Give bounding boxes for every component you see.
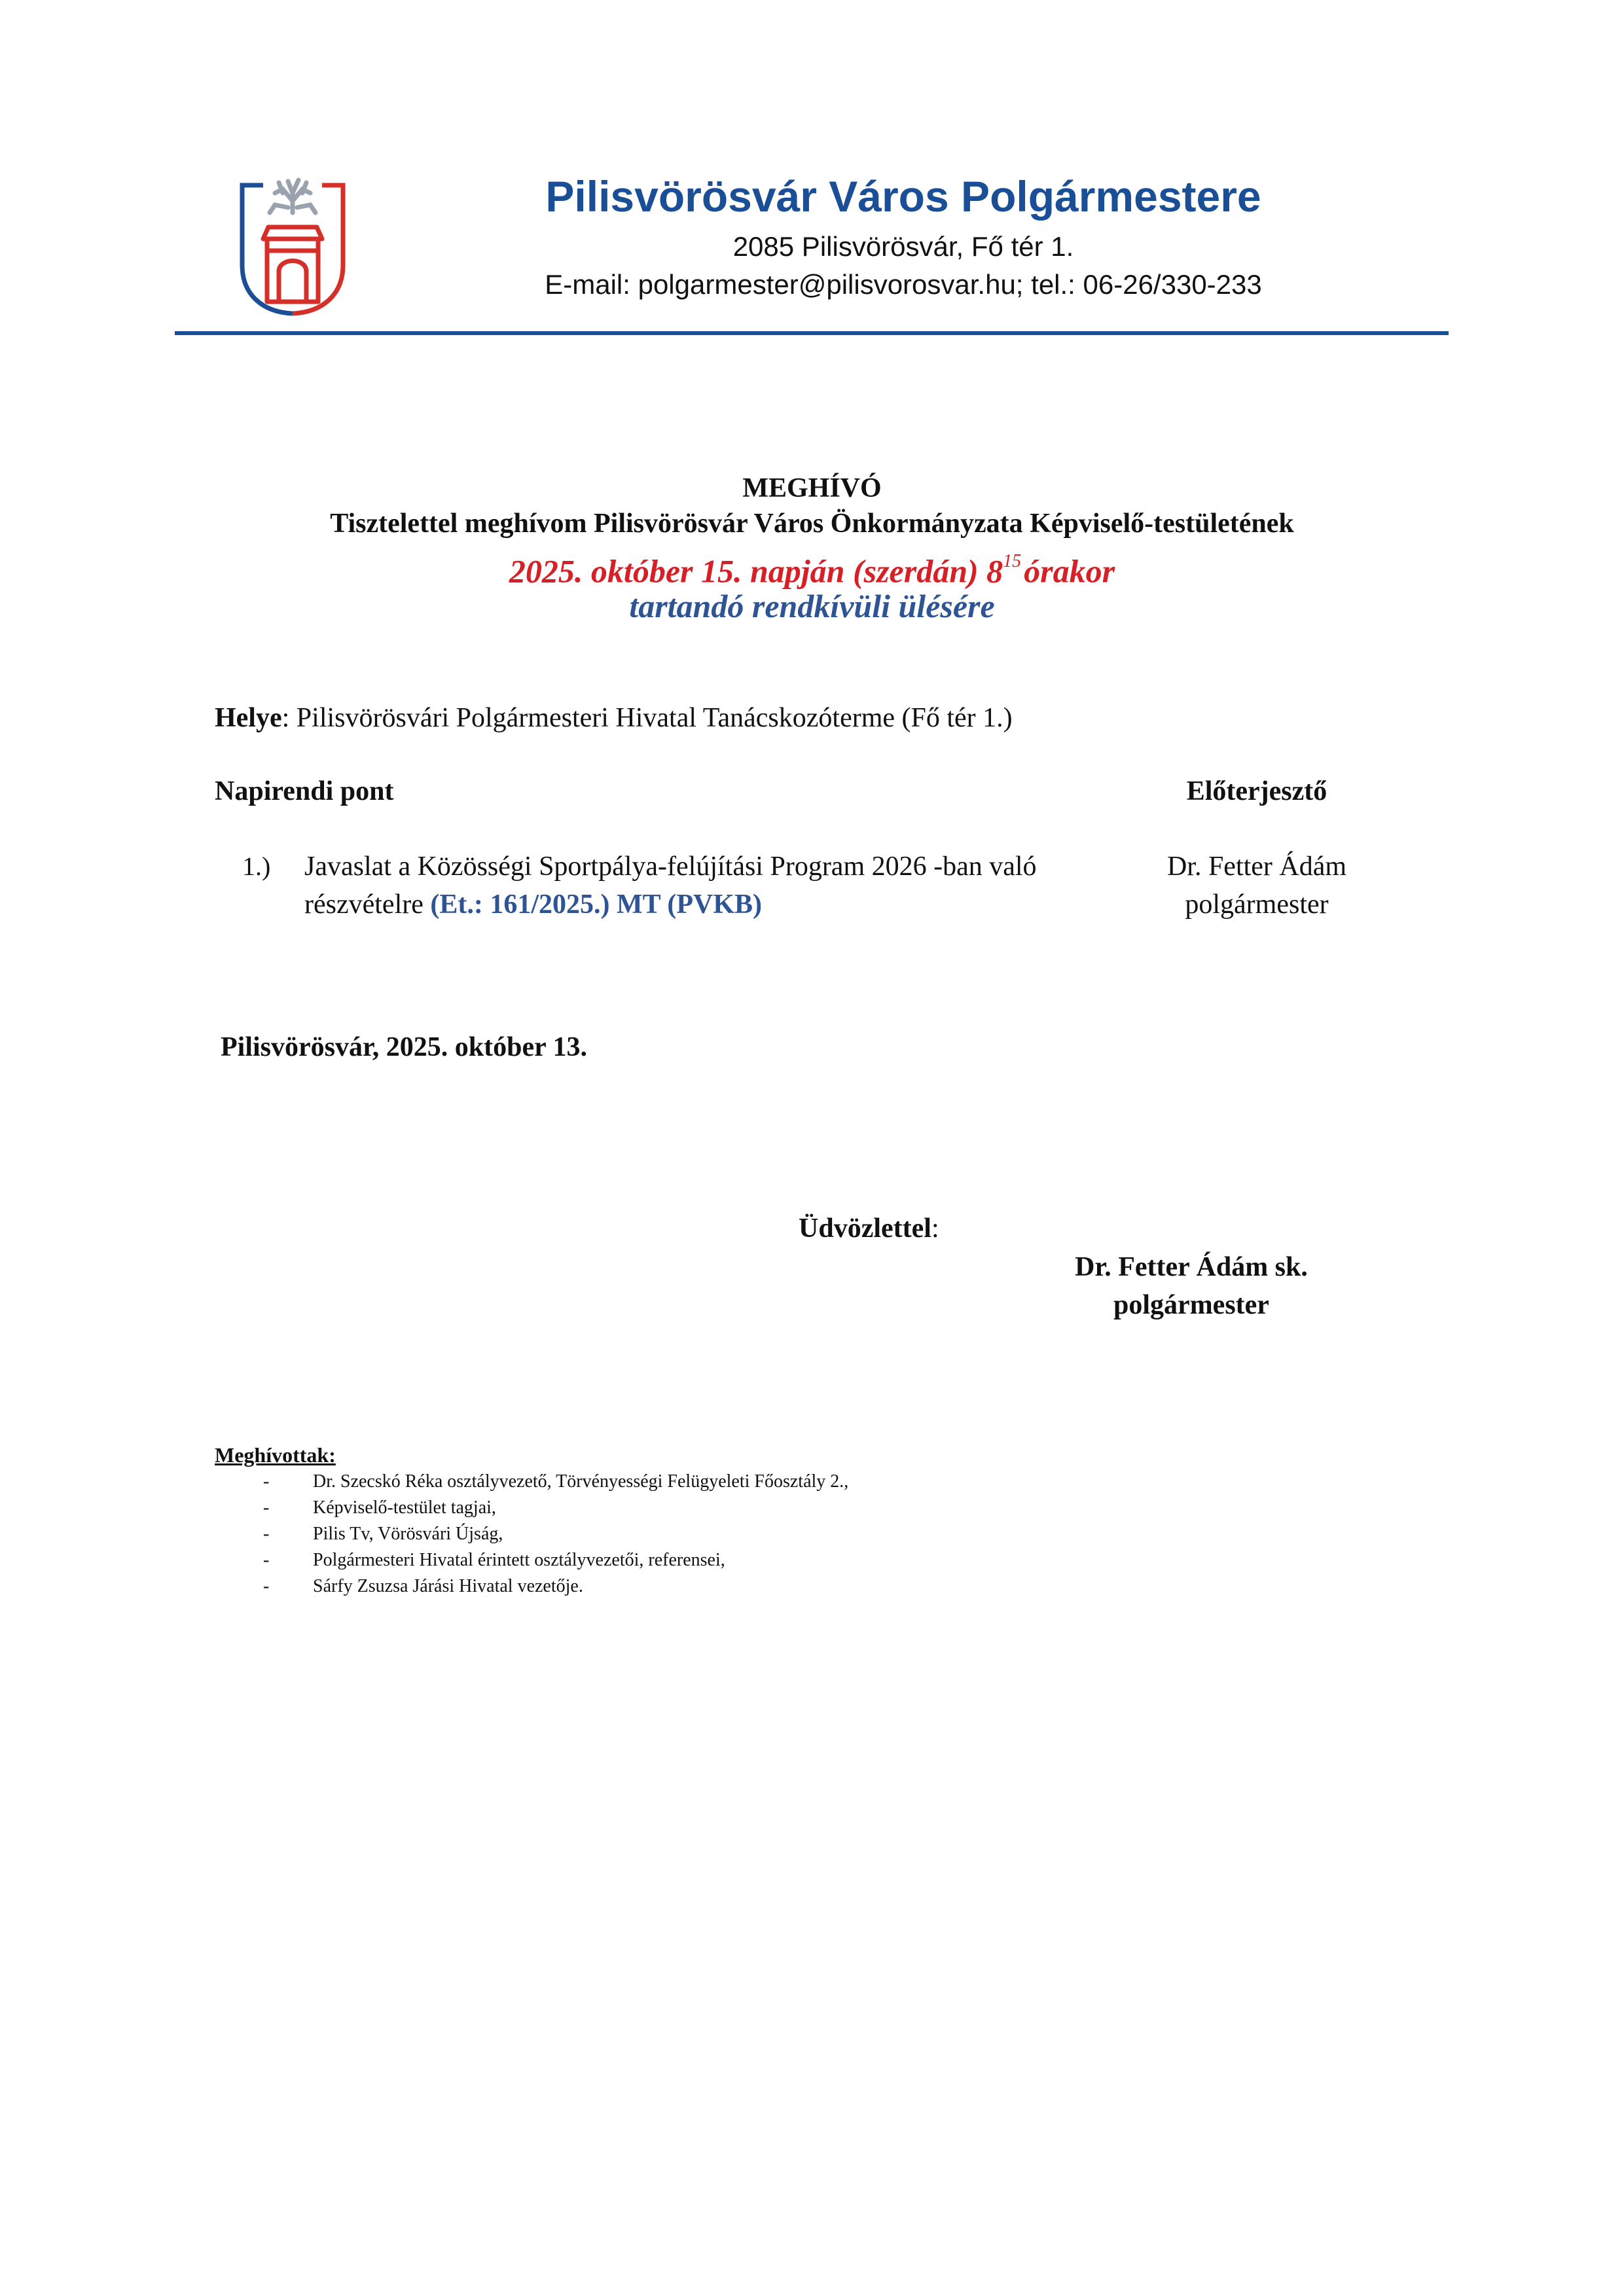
list-dash: - bbox=[263, 1550, 270, 1570]
list-dash: - bbox=[263, 1471, 270, 1492]
logo-gate bbox=[263, 227, 322, 302]
agenda-column-presenter: Előterjesztő bbox=[1186, 776, 1327, 806]
invitee-text: Polgármesteri Hivatal érintett osztályvezetői, referensei, bbox=[313, 1550, 725, 1570]
meeting-date: 2025. október 15. napján (szerdán) 8 bbox=[509, 552, 1003, 590]
invitee-text: Dr. Szecskó Réka osztályvezető, Törvényességi Felügyeleti Főosztály 2., bbox=[313, 1471, 849, 1492]
city-coat-of-arms-logo bbox=[237, 167, 348, 317]
meeting-time-suffix: órakor bbox=[1024, 552, 1115, 590]
agenda-item-number: 1.) bbox=[242, 852, 271, 881]
place-value: Pilisvörösvári Polgármesteri Hivatal Tanácskozóterme (Fő tér 1.) bbox=[296, 703, 1013, 733]
meeting-minutes: 15 bbox=[1003, 551, 1022, 571]
signatory-name: Dr. Fetter Ádám sk. bbox=[1075, 1252, 1308, 1282]
invitation-intro: Tisztelettel meghívom Pilisvörösvár Város Önkormányzata Képviselő-testületének bbox=[330, 509, 1294, 539]
agenda-column-item: Napirendi pont bbox=[215, 776, 394, 806]
list-dash: - bbox=[263, 1498, 270, 1518]
list-dash: - bbox=[263, 1576, 270, 1596]
agenda-item-presenter bbox=[1113, 848, 1401, 924]
invitee-text: Képviselő-testület tagjai, bbox=[313, 1498, 496, 1518]
agenda-item-reference: (Et.: 161/2025.) MT (PVKB) bbox=[430, 889, 763, 920]
letterhead-address: 2085 Pilisvörösvár, Fő tér 1. bbox=[732, 231, 1074, 262]
greeting-separator: : bbox=[931, 1213, 939, 1244]
invitees-heading: Meghívottak: bbox=[215, 1443, 336, 1467]
presenter-title: polgármester bbox=[1185, 889, 1329, 920]
list-dash: - bbox=[263, 1524, 270, 1544]
closing-greeting bbox=[799, 1211, 939, 1246]
document-dateline: Pilisvörösvár, 2025. október 13. bbox=[221, 1032, 588, 1062]
agenda-item-text bbox=[304, 848, 1077, 924]
letterhead-contact: E-mail: polgarmester@pilisvorosvar.hu; tel.: 06-26/330-233 bbox=[545, 269, 1262, 300]
letterhead-title: Pilisvörösvár Város Polgármestere bbox=[545, 172, 1261, 221]
meeting-datetime bbox=[196, 545, 1428, 592]
meeting-session-type: tartandó rendkívüli ülésére bbox=[629, 588, 995, 624]
greeting-text: Üdvözlettel bbox=[799, 1213, 931, 1244]
invitee-text: Pilis Tv, Vörösvári Újság, bbox=[313, 1524, 503, 1544]
signatory-title: polgármester bbox=[1113, 1290, 1269, 1320]
invitee-text: Sárfy Zsuzsa Járási Hivatal vezetője. bbox=[313, 1576, 583, 1596]
place-separator: : bbox=[281, 703, 297, 733]
meeting-place bbox=[215, 700, 1013, 736]
letterhead-divider bbox=[175, 331, 1449, 335]
place-label: Helye bbox=[215, 703, 282, 733]
invitation-title: MEGHÍVÓ bbox=[742, 473, 882, 503]
logo-ornament bbox=[270, 180, 316, 213]
agenda-item-description: Javaslat a Közösségi Sportpálya-felújítási Program 2026 -ban való részvételre bbox=[304, 852, 1037, 920]
presenter-name: Dr. Fetter Ádám bbox=[1166, 852, 1347, 882]
